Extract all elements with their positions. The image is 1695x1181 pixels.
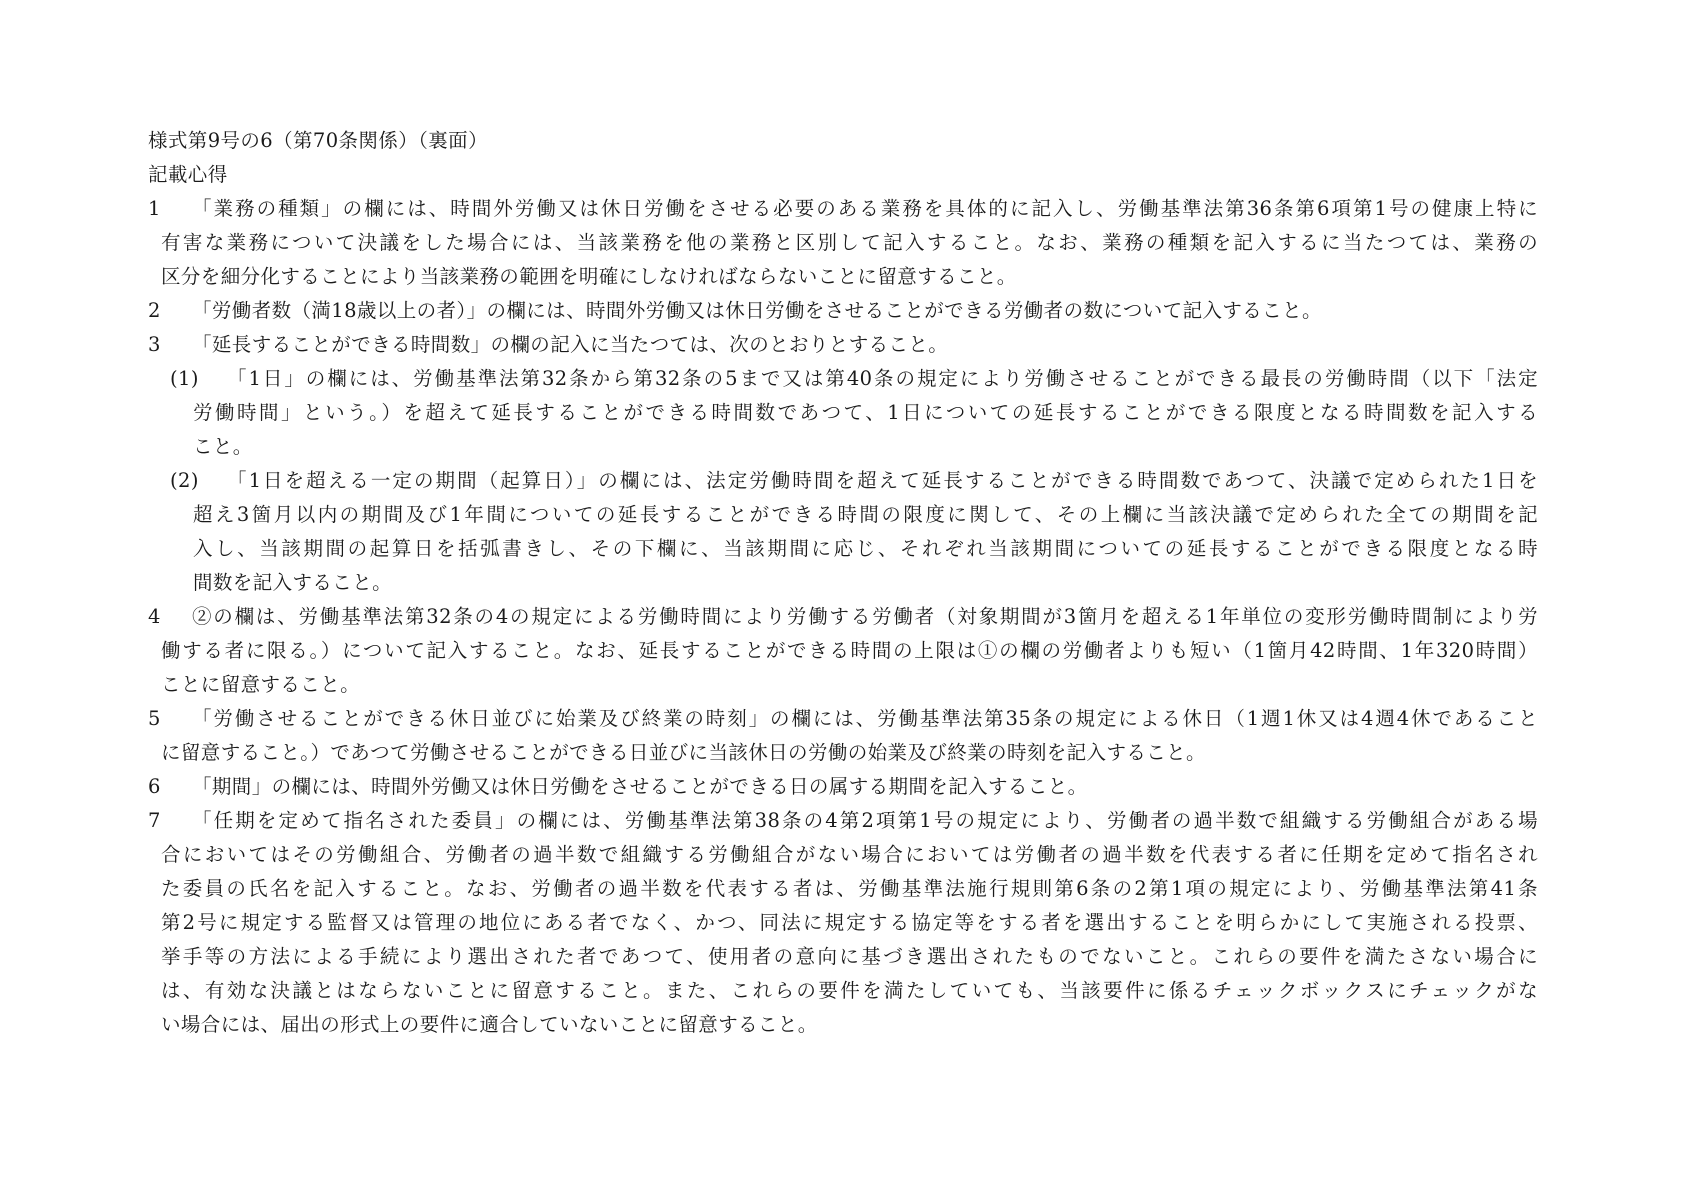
- note-line: 働する者に限る。）について記入すること。なお、延長することができる時間の上限は①の欄の労働者よりも短い（1箇月42時間、1年320時間）: [161, 639, 1538, 662]
- note-number: 2: [148, 299, 161, 322]
- note-line: に留意すること。）であつて労働させることができる日並びに当該休日の労働の始業及び終業の時刻を記入すること。: [161, 741, 1206, 764]
- sub-item-line: 「1日」の欄には、労働基準法第32条から第32条の5まで又は第40条の規定により労働させることができる最長の労働時間（以下「法定: [227, 367, 1538, 390]
- document-page: [148, 124, 1538, 1042]
- note-line: 「業務の種類」の欄には、時間外労働又は休日労働をさせる必要のある業務を具体的に記入し、労働基準法第36条第6項第1号の健康上特に: [192, 197, 1538, 220]
- sub-item-line: 超え3箇月以内の期間及び1年間についての延長することができる時間の限度に関して、その上欄に当該決議で定められた全ての期間を記: [193, 503, 1538, 526]
- note-line: 有害な業務について決議をした場合には、当該業務を他の業務と区別して記入すること。なお、業務の種類を記入するに当たつては、業務の: [161, 231, 1538, 254]
- note-line: 区分を細分化することにより当該業務の範囲を明確にしなければならないことに留意すること。: [161, 265, 1017, 288]
- sub-item-line: 間数を記入すること。: [193, 571, 393, 594]
- sub-item-number: (2): [170, 469, 199, 492]
- note-line: は、有効な決議とはならないことに留意すること。また、これらの要件を満たしていても、当該要件に係るチェックボックスにチェックがな: [161, 979, 1538, 1002]
- note-line: 「任期を定めて指名された委員」の欄には、労働基準法第38条の4第2項第1号の規定により、労働者の過半数で組織する労働組合がある場: [192, 809, 1538, 832]
- note-number: 5: [148, 707, 161, 730]
- note-number: 6: [148, 775, 161, 798]
- note-line: た委員の氏名を記入すること。なお、労働者の過半数を代表する者は、労働基準法施行規則第6条の2第1項の規定により、労働基準法第41条: [161, 877, 1538, 900]
- subtitle-notes: 記載心得: [148, 163, 228, 186]
- sub-item-3-1: [148, 362, 1538, 464]
- note-line: 合においてはその労働組合、労働者の過半数で組織する労働組合がない場合においては労働者の過半数を代表する者に任期を定めて指名され: [161, 843, 1538, 866]
- sub-item-3-2: [148, 464, 1538, 600]
- note-item-4: [148, 600, 1538, 702]
- sub-item-line: 「1日を超える一定の期間（起算日）」の欄には、法定労働時間を超えて延長することができる時間数であつて、決議で定められた1日を: [227, 469, 1538, 492]
- sub-item-line: 労働時間」という。）を超えて延長することができる時間数であつて、1日についての延長することができる限度となる時間数を記入する: [193, 401, 1538, 424]
- note-line: ②の欄は、労働基準法第32条の4の規定による労働時間により労働する労働者（対象期間が3箇月を超える1年単位の変形労働時間制により労: [192, 605, 1538, 628]
- note-line: 「労働者数（満18歳以上の者）」の欄には、時間外労働又は休日労働をさせることができる労働者の数について記入すること。: [192, 299, 1322, 322]
- note-line: 「労働させることができる休日並びに始業及び終業の時刻」の欄には、労働基準法第35条の規定による休日（1週1休又は4週4休であること: [192, 707, 1538, 730]
- form-title: 様式第9号の6（第70条関係）（裏面）: [148, 129, 488, 152]
- note-item-2: [148, 294, 1538, 328]
- note-line: い場合には、届出の形式上の要件に適合していないことに留意すること。: [161, 1013, 818, 1036]
- note-line: ことに留意すること。: [161, 673, 361, 696]
- note-line: 挙手等の方法による手続により選出された者であつて、使用者の意向に基づき選出されたものでないこと。これらの要件を満たさない場合に: [161, 945, 1538, 968]
- note-number: 3: [148, 333, 161, 356]
- note-item-7: [148, 804, 1538, 1042]
- note-number: 4: [148, 605, 161, 628]
- sub-item-line: こと。: [193, 435, 253, 458]
- note-item-6: [148, 770, 1538, 804]
- note-number: 7: [148, 809, 161, 832]
- sub-item-number: (1): [170, 367, 199, 390]
- note-item-3: [148, 328, 1538, 362]
- note-line: 「延長することができる時間数」の欄の記入に当たつては、次のとおりとすること。: [192, 333, 949, 356]
- sub-item-line: 入し、当該期間の起算日を括弧書きし、その下欄に、当該期間に応じ、それぞれ当該期間についての延長することができる限度となる時: [193, 537, 1538, 560]
- note-item-5: [148, 702, 1538, 770]
- note-line: 「期間」の欄には、時間外労働又は休日労働をさせることができる日の属する期間を記入すること。: [192, 775, 1088, 798]
- note-number: 1: [148, 197, 161, 220]
- note-line: 第2号に規定する監督又は管理の地位にある者でなく、かつ、同法に規定する協定等をする者を選出することを明らかにして実施される投票、: [161, 911, 1538, 934]
- note-item-1: [148, 192, 1538, 294]
